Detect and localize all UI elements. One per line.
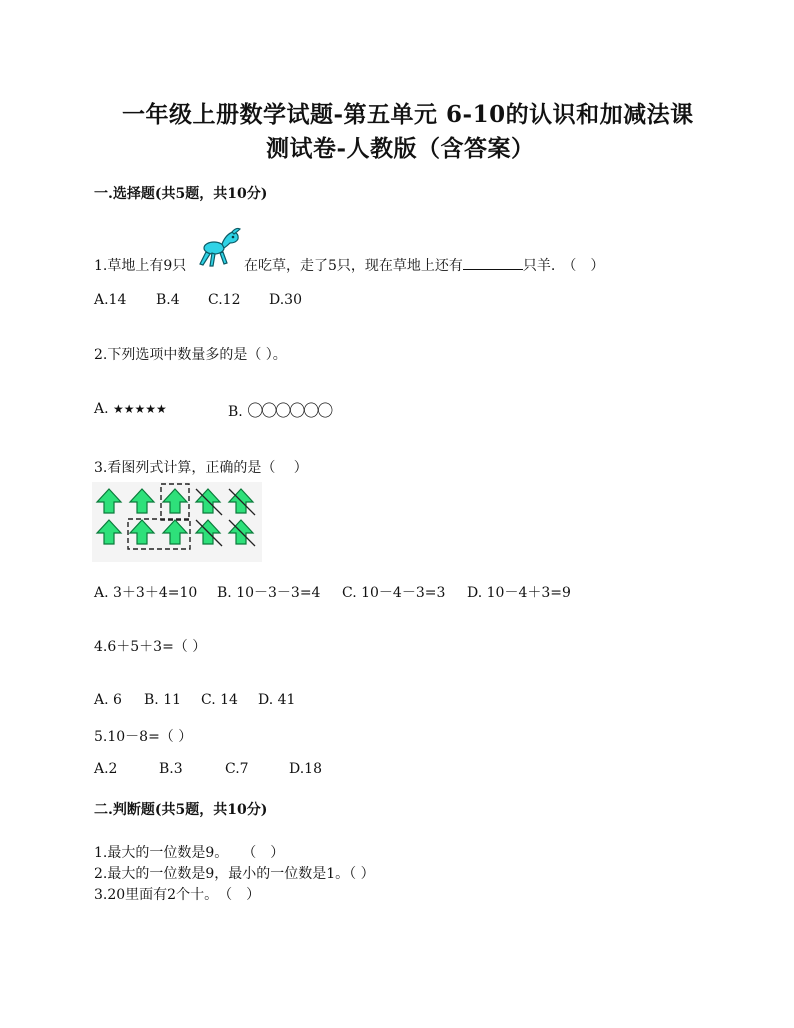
q5-option-b[interactable]: B.3 (159, 761, 183, 777)
q5-option-d[interactable]: D.18 (289, 761, 322, 777)
answer-blank[interactable] (463, 257, 523, 270)
judgement-item-1: 1.最大的一位数是9。 （ ） (94, 845, 285, 861)
question-3: 3.看图列式计算，正确的是（ ） (94, 460, 308, 476)
question-1 (94, 255, 186, 275)
judgement-item-3: 3.20里面有2个十。 （ ） (94, 887, 261, 903)
question-1-mid: 在吃草，走了5只，现在草地上还有 (244, 258, 463, 274)
q3-option-a[interactable]: A. 3＋3＋4=10 (94, 585, 198, 601)
q4-option-b[interactable]: B. 11 (144, 692, 182, 708)
q5-option-c[interactable]: C.7 (225, 761, 249, 777)
q3-option-d[interactable]: D. 10－4＋3=9 (467, 585, 571, 601)
page-title-line2: 测试卷-人教版（含答案） (266, 135, 535, 162)
q1-option-d[interactable]: D.30 (269, 292, 302, 308)
q4-option-d[interactable]: D. 41 (258, 692, 296, 708)
question-1-prefix: 1.草地上有9只 (94, 258, 187, 274)
question-2: 2.下列选项中数量多的是（ ）。 (94, 347, 287, 363)
section-heading-judgement: 二.判断题(共5题，共10分) (94, 802, 268, 818)
green-arrows-icon (92, 482, 262, 562)
judgement-item-2: 2.最大的一位数是9，最小的一位数是1。（ ） (94, 866, 375, 882)
q4-option-c[interactable]: C. 14 (201, 692, 238, 708)
q1-option-a[interactable]: A.14 (94, 292, 127, 308)
lamb-icon (196, 224, 242, 270)
section-heading-choice: 一.选择题(共5题，共10分) (94, 186, 268, 202)
q2-option-a[interactable] (94, 401, 167, 417)
q4-option-a[interactable]: A. 6 (94, 692, 122, 708)
q3-option-b[interactable]: B. 10－3－3=4 (217, 585, 321, 601)
question-1-suffix: 只羊. （ ） (522, 258, 605, 274)
q1-option-c[interactable]: C.12 (208, 292, 241, 308)
q2-option-b-label: B. (228, 404, 243, 420)
circle-icons: 〇〇〇〇〇〇 (247, 401, 332, 420)
q3-option-c[interactable]: C. 10－4－3=3 (342, 585, 446, 601)
question-4: 4.6＋5＋3=（ ） (94, 639, 207, 655)
q2-option-a-label: A. (94, 401, 109, 417)
q5-option-a[interactable]: A.2 (94, 761, 118, 777)
q1-option-b[interactable]: B.4 (156, 292, 180, 308)
star-icons: ★★★★★ (113, 402, 167, 416)
page-title-line1: 一年级上册数学试题-第五单元 6-10的认识和加减法课 (122, 101, 694, 128)
q2-option-b[interactable] (228, 398, 331, 421)
question-1-continued (244, 255, 604, 275)
question-5: 5.10－8=（ ） (94, 729, 193, 745)
